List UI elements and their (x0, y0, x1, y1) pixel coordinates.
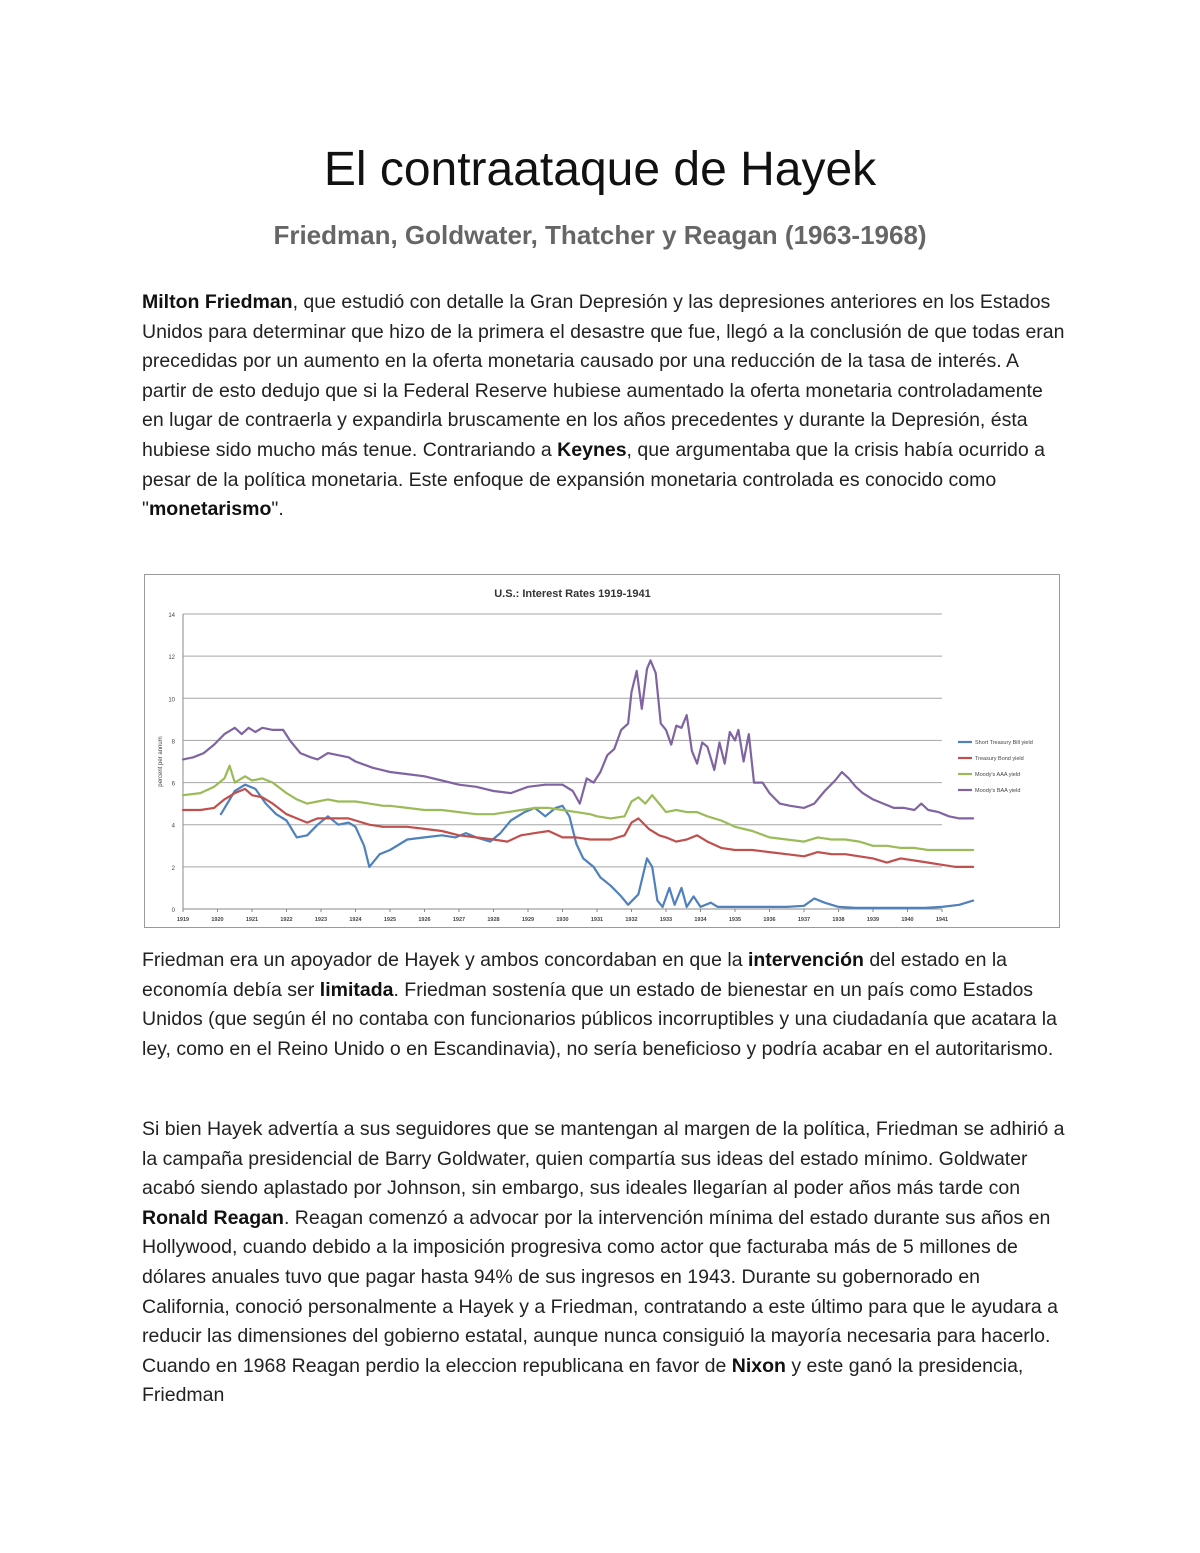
x-tick-label: 1922 (280, 917, 293, 923)
series-line (221, 785, 973, 908)
x-tick-label: 1940 (901, 917, 914, 923)
bold-milton-friedman: Milton Friedman (142, 291, 293, 313)
x-tick-label: 1920 (211, 917, 224, 923)
paragraph-intervencion (142, 946, 1067, 1064)
paragraph-text: ". (271, 498, 284, 521)
y-tick-label: 0 (171, 908, 175, 914)
x-tick-label: 1939 (866, 917, 880, 923)
legend-label: Treasury Bond yield (975, 756, 1024, 762)
bold-keynes: Keynes (557, 438, 627, 461)
paragraph-text: . Friedman sostenía que un estado de bienestar en un país como Estados Unidos (que según él no contaba con funcionarios públicos incorruptibles y una ciudadanía que acatara la ley, como en el Reino Unido o en Escandinavia), no sería beneficioso y podría acabar en el autoritarismo. (142, 978, 1057, 1060)
x-tick-label: 1934 (694, 917, 707, 923)
y-tick-label: 6 (171, 781, 175, 788)
x-tick-label: 1941 (935, 917, 949, 923)
document-title: El contraataque de Hayek (323, 143, 877, 196)
bold-limitada: limitada (319, 978, 394, 1001)
paragraph-text: , que argumentaba que la crisis había ocurrido a pesar de la política monetaria. Este enfoque de expansión monetaria controlada es conocido como " (142, 438, 1045, 521)
paragraph-reagan (142, 1115, 1067, 1411)
document-subtitle: Friedman, Goldwater, Thatcher y Reagan (1963-1968) (273, 220, 927, 250)
x-tick-label: 1933 (659, 917, 673, 923)
x-tick-label: 1932 (625, 917, 638, 923)
x-tick-label: 1938 (832, 917, 845, 923)
x-tick-label: 1919 (176, 917, 190, 923)
bold-ronald-reagan: Ronald Reagan (142, 1206, 284, 1229)
paragraph-text: Friedman era un apoyador de Hayek y ambos concordaban en que la (142, 949, 748, 971)
y-tick-label: 10 (168, 697, 175, 704)
y-tick-label: 14 (168, 613, 175, 619)
x-tick-label: 1925 (383, 917, 397, 923)
x-tick-label: 1936 (763, 917, 776, 923)
x-tick-label: 1927 (452, 917, 466, 923)
paragraph-text: del estado en la economía debía ser (142, 949, 1008, 1001)
paragraph-text: , que estudió con detalle la Gran Depresión y las depresiones anteriores en los Estados Unidos para determinar que hizo de la primera el desastre que fue, llegó a la conclusión de que todas eran precedidas por un aumento en la oferta monetaria causado por una reducción de la tasa de interés. A partir de esto dedujo que si la Federal Reserve hubiese aumentado la oferta monetaria controladamente en lugar de contraerla y expandirla bruscamente en los años precedentes y durante la Depresión, ésta hubiese sido mucho más tenue. Contrariando a (142, 291, 1065, 461)
legend-label: Moody's AAA yield (975, 772, 1021, 778)
y-tick-label: 2 (171, 865, 175, 872)
paragraph-text: . Reagan comenzó a advocar por la intervención mínima del estado durante sus años en Hollywood, cuando debido a la imposición progresiva como actor que facturaba más de 5 millones de dólares anuales tuvo que pagar hasta 94% de sus ingresos en 1943. Durante su gobernorado en California, conoció personalmente a Hayek y a Friedman, contratando a este último para que le ayudara a reducir las dimensiones del gobierno estatal, aunque nunca consiguió la mayoría necesaria para hacerlo. Cuando en 1968 Reagan perdio la eleccion republicana en favor de (142, 1206, 1058, 1377)
legend-label: Moody's BAA yield (975, 788, 1021, 794)
x-tick-label: 1931 (590, 917, 604, 923)
chart-title: U.S.: Interest Rates 1919-1941 (494, 588, 651, 600)
chart-svg (145, 575, 1059, 927)
x-tick-label: 1935 (728, 917, 742, 923)
x-tick-label: 1924 (349, 917, 362, 923)
x-tick-label: 1928 (487, 917, 500, 923)
bold-nixon: Nixon (731, 1354, 786, 1377)
x-tick-label: 1937 (797, 917, 811, 923)
y-tick-label: 4 (171, 823, 175, 830)
y-tick-label: 8 (171, 739, 175, 746)
bold-monetarismo: monetarismo (148, 498, 272, 521)
y-tick-label: 12 (168, 655, 175, 662)
y-axis-label: percent per annum (158, 736, 164, 787)
x-tick-label: 1929 (521, 917, 535, 923)
bold-intervencion: intervención (747, 949, 864, 971)
paragraph-monetarismo (142, 288, 1067, 525)
interest-rates-chart (144, 574, 1060, 928)
legend-label: Short Treasury Bill yield (975, 740, 1033, 746)
series-line (183, 660, 973, 818)
x-tick-label: 1926 (418, 917, 431, 923)
paragraph-text: y este ganó la presidencia, Friedman (142, 1354, 1024, 1407)
x-tick-label: 1930 (556, 917, 569, 923)
paragraph-text: Si bien Hayek advertía a sus seguidores que se mantengan al margen de la política, Friedman se adhirió a la campaña presidencial de Barry Goldwater, quien compartía sus ideas del estado mínimo. Goldwater acabó siendo aplastado por Johnson, sin embargo, sus ideales llegarían al poder años más tarde con (142, 1118, 1065, 1200)
x-tick-label: 1923 (314, 917, 328, 923)
x-tick-label: 1921 (245, 917, 259, 923)
